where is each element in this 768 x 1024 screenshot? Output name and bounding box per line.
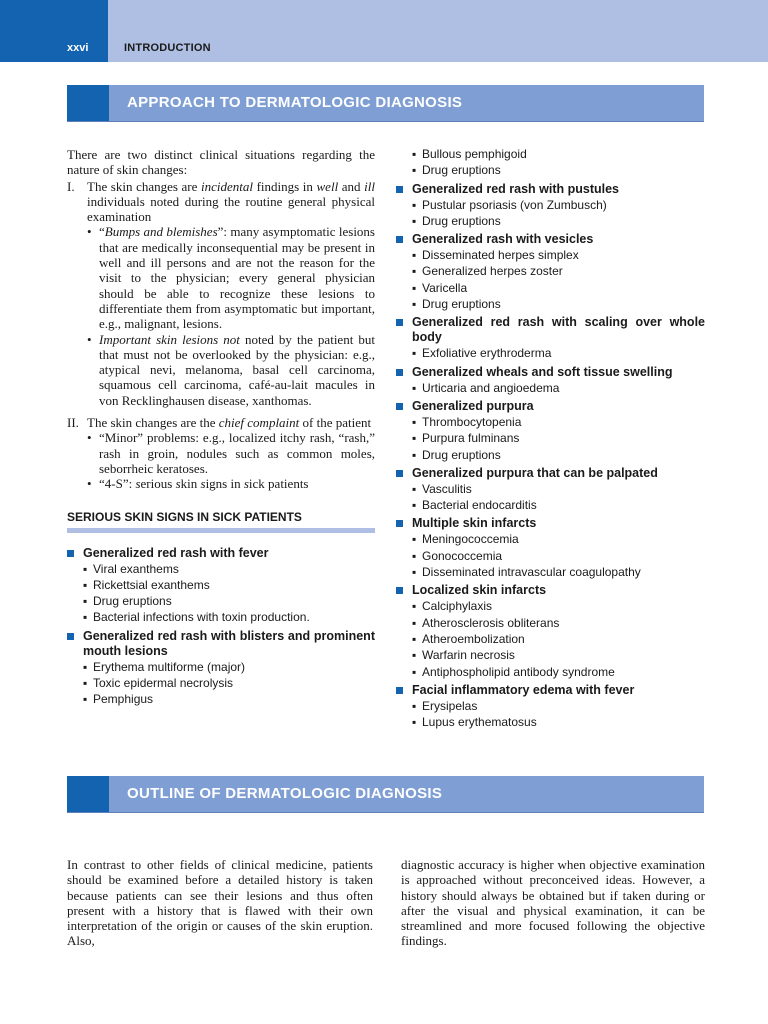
square-bullet: ▪: [412, 431, 417, 446]
square-bullet: ▪: [83, 692, 88, 707]
running-title: INTRODUCTION: [124, 42, 211, 54]
category-square-marker: [396, 687, 403, 694]
sign-category-heading: Generalized purpura: [396, 399, 705, 414]
square-bullet: ▪: [412, 715, 417, 730]
symptom-list-item: ▪ Pemphigus: [83, 692, 154, 707]
category-square-marker: [67, 633, 74, 640]
sign-category-heading: Multiple skin infarcts: [396, 516, 705, 531]
symptom-list-item: ▪ Drug eruptions: [83, 594, 172, 609]
symptom-list-item: ▪ Disseminated herpes simplex: [412, 248, 579, 263]
section-title-bar-outline: [67, 776, 704, 813]
symptom-list-item: ▪ Atherosclerosis obliterans: [412, 615, 560, 630]
symptom-list-item: ▪ Pustular psoriasis (von Zumbusch): [412, 197, 607, 212]
page-number: xxvi: [67, 42, 89, 54]
symptom-list-item: ▪ Urticaria and angioedema: [412, 380, 560, 395]
sign-category-heading: Generalized red rash with pustules: [396, 182, 705, 197]
outline-paragraph-left: In contrast to other fields of clinical medicine, patients should be examined before a detailed history is taken because patients can see their lesions and thus often present with a history that is flawed with their own interpretation of the origin or causes of the skin eruption. Also,: [67, 857, 373, 949]
roman-numeral: I.: [67, 178, 75, 194]
square-bullet: ▪: [412, 532, 417, 547]
sub-bullet: • “Bumps and blemishes”: many asymptomatic lesions that are medically inconsequential may be present in well and ill persons and are not the reason for the visit to the physician; every general physician should be able to recognize these lesions to differentiate them from asymptomatic but important, e.g., malignant, lesions.: [87, 224, 375, 332]
symptom-list-item: ▪ Erythema multiforme (major): [83, 659, 246, 674]
left-column: [67, 147, 375, 708]
intro-paragraph: There are two distinct clinical situations regarding the nature of skin changes:: [67, 147, 375, 178]
bullet-dot: •: [87, 331, 92, 347]
square-bullet: ▪: [412, 248, 417, 263]
symptom-list-item: ▪ Bullous pemphigoid: [412, 147, 527, 161]
sign-category: [67, 629, 375, 708]
square-bullet: ▪: [83, 561, 88, 576]
square-bullet: ▪: [412, 481, 417, 496]
category-square-marker: [396, 369, 403, 376]
symptom-list-item: ▪ Drug eruptions: [412, 447, 501, 462]
sign-category-heading: Generalized rash with vesicles: [396, 232, 705, 247]
category-square-marker: [396, 470, 403, 477]
symptom-list-item: ▪ Antiphospholipid antibody syndrome: [412, 664, 615, 679]
symptom-list-item: ▪ Varicella: [412, 280, 468, 295]
section-title-bar-approach: [67, 85, 704, 122]
sign-category-heading: Generalized red rash with blisters and prominent mouth lesions: [67, 629, 375, 659]
square-bullet: ▪: [412, 414, 417, 429]
symptom-list-item: ▪ Meningococcemia: [412, 532, 519, 547]
symptom-list-item: ▪ Gonococcemia: [412, 548, 503, 563]
sub-bullet: • “4-S”: serious skin signs in sick patients: [87, 476, 309, 492]
square-bullet: ▪: [412, 498, 417, 513]
outline-point-1: I. The skin changes are incidental findings in well and ill individuals noted during the routine general physical examination • “Bumps and blemishes”: many asymptomatic lesions that are medically inconsequential may be present in well and ill persons and are not the reason for the visit to the physician; every general physician should be able to recognize these lesions to differentiate them from asymptomatic but important, e.g., malignant, lesions. • Important skin lesions not noted by the patient but that must not be overlooked by the physician: e.g., atypical nevi, melanoma, basal cell carcinoma, squamous cell carcinoma, café-au-lait macules in von Recklinghausen disease, xanthomas.: [67, 178, 375, 408]
section-title: APPROACH TO DERMATOLOGIC DIAGNOSIS: [127, 94, 463, 111]
serious-signs-right-list: [396, 182, 705, 731]
square-bullet: ▪: [83, 659, 88, 674]
symptom-list-item: ▪ Bacterial endocarditis: [412, 498, 537, 513]
outline-point-2: II. The skin changes are the chief complaint of the patient • “Minor” problems: e.g., localized itchy rash, “rash,” rash in groin, nodules such as common moles, seborrheic keratoses. • “4-S”: serious skin signs in sick patients: [67, 415, 375, 492]
category-square-marker: [396, 587, 403, 594]
square-bullet: ▪: [412, 599, 417, 614]
section-title: OUTLINE OF DERMATOLOGIC DIAGNOSIS: [127, 785, 443, 802]
square-bullet: ▪: [412, 297, 417, 312]
symptom-list-item: ▪ Vasculitis: [412, 481, 472, 496]
sign-category-heading: Generalized red rash with fever: [67, 546, 375, 561]
bullet-dot: •: [87, 224, 92, 240]
running-header-bar: [0, 0, 768, 62]
bullet-dot: •: [87, 430, 92, 446]
symptom-list-item: ▪ Disseminated intravascular coagulopathy: [412, 565, 641, 580]
square-bullet: ▪: [412, 615, 417, 630]
sign-category: [67, 546, 375, 626]
square-bullet: ▪: [412, 380, 417, 395]
symptom-list-item: ▪ Bacterial infections with toxin production.: [83, 610, 310, 625]
symptom-list-item: ▪ Drug eruptions: [412, 213, 501, 228]
square-bullet: ▪: [83, 676, 88, 691]
sign-category: [396, 583, 705, 679]
sign-category: [396, 232, 705, 312]
symptom-list-item: ▪ Generalized herpes zoster: [412, 264, 563, 279]
section-marker-square: [67, 85, 109, 121]
sign-category-heading: Localized skin infarcts: [396, 583, 705, 598]
sign-category-heading: Generalized wheals and soft tissue swelling: [396, 365, 705, 380]
symptom-list-item: ▪ Lupus erythematosus: [412, 715, 537, 730]
square-bullet: ▪: [412, 213, 417, 228]
sign-category: [396, 683, 705, 731]
symptom-list-item: ▪ Purpura fulminans: [412, 431, 520, 446]
square-bullet: ▪: [412, 197, 417, 212]
square-bullet: ▪: [412, 565, 417, 580]
square-bullet: ▪: [83, 594, 88, 609]
square-bullet: ▪: [412, 648, 417, 663]
bullet-dot: •: [87, 476, 92, 492]
square-bullet: ▪: [412, 447, 417, 462]
square-bullet: ▪: [412, 548, 417, 563]
symptom-list-item: ▪ Viral exanthems: [83, 561, 179, 576]
sub-bullet: • “Minor” problems: e.g., localized itchy rash, “rash,” rash in groin, nodules such as common moles, seborrheic keratoses.: [87, 430, 375, 476]
square-bullet: ▪: [412, 631, 417, 646]
section-marker-square: [67, 776, 109, 812]
category-square-marker: [396, 520, 403, 527]
roman-numeral: II.: [67, 415, 79, 431]
symptom-list-item: ▪ Calciphylaxis: [412, 599, 493, 614]
symptom-list-item: ▪ Exfoliative erythroderma: [412, 346, 552, 361]
sign-category: [396, 182, 705, 230]
page-number-box: [0, 0, 108, 62]
category-square-marker: [67, 550, 74, 557]
sub-bullet: • Important skin lesions not noted by the patient but that must not be overlooked by the physician: e.g., atypical nevi, melanoma, basal cell carcinoma, squamous cell carcinoma, café-au-lait macules in von Recklinghausen disease, xanthomas.: [87, 331, 375, 408]
square-bullet: ▪: [412, 664, 417, 679]
symptom-list-item: ▪ Thrombocytopenia: [412, 414, 522, 429]
sign-category-heading: Generalized red rash with scaling over whole body: [396, 315, 705, 345]
category-square-marker: [396, 186, 403, 193]
sign-category-heading: Generalized purpura that can be palpated: [396, 466, 705, 481]
symptom-list-item: ▪ Warfarin necrosis: [412, 648, 515, 663]
category-square-marker: [396, 319, 403, 326]
subsection-heading: SERIOUS SKIN SIGNS IN SICK PATIENTS: [67, 509, 302, 524]
symptom-list-item: ▪ Toxic epidermal necrolysis: [83, 676, 234, 691]
square-bullet: ▪: [412, 264, 417, 279]
square-bullet: ▪: [412, 163, 417, 178]
sign-category: [396, 399, 705, 463]
symptom-list-item: ▪ Rickettsial exanthems: [83, 577, 210, 592]
right-column: [396, 146, 705, 730]
symptom-list-item: ▪ Drug eruptions: [412, 297, 501, 312]
continued-items: [396, 146, 705, 179]
square-bullet: ▪: [412, 698, 417, 713]
symptom-list-item: ▪ Drug eruptions: [412, 163, 501, 178]
category-square-marker: [396, 403, 403, 410]
square-bullet: ▪: [83, 610, 88, 625]
sign-category: [396, 466, 705, 514]
square-bullet: ▪: [412, 147, 417, 161]
sign-category: [396, 516, 705, 580]
square-bullet: ▪: [83, 577, 88, 592]
symptom-list-item: ▪ Atheroembolization: [412, 631, 525, 646]
sign-category: [396, 365, 705, 396]
serious-signs-left-list: [67, 546, 375, 708]
symptom-list-item: ▪ Erysipelas: [412, 698, 478, 713]
square-bullet: ▪: [412, 280, 417, 295]
outline-paragraph-right: diagnostic accuracy is higher when objective examination is approached without preconceived ideas. However, a history should always be obtained but if taken during or after the visual and physical examination, it can be streamlined and more focused following the objective findings.: [401, 857, 705, 949]
sign-category-heading: Facial inflammatory edema with fever: [396, 683, 705, 698]
subsection-rule: [67, 528, 375, 533]
sign-category: [396, 315, 705, 361]
category-square-marker: [396, 236, 403, 243]
square-bullet: ▪: [412, 346, 417, 361]
